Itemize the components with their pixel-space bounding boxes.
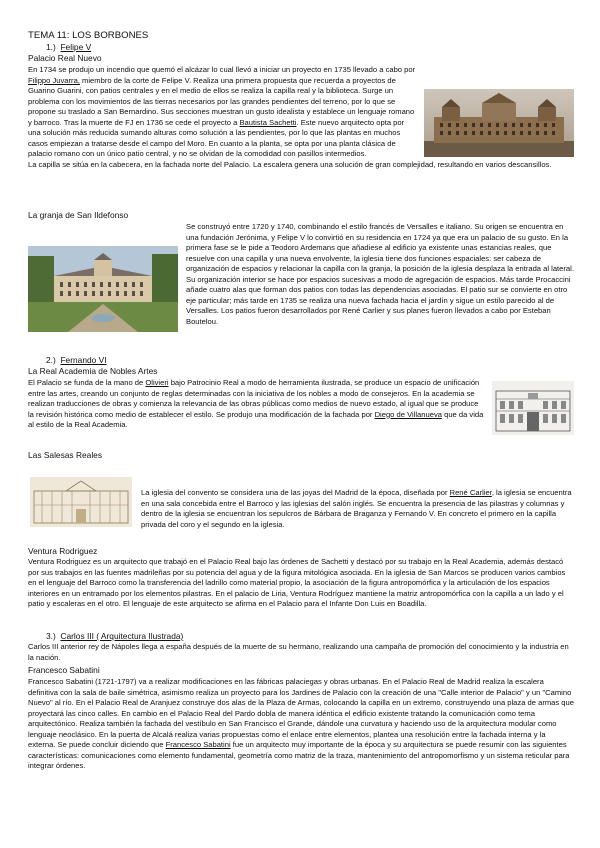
- subheading-sabatini: Francesco Sabatini: [28, 665, 100, 675]
- paragraph-carlos-intro: Carlos III anterior rey de Nápoles llega a españa después de la muerte de su hermano, realizando una campaña de promoción del conocimiento y la industria en la nación.: [28, 642, 569, 662]
- section-name-link[interactable]: Fernando VI: [60, 355, 107, 365]
- subheading-ventura: Ventura Rodriguez: [28, 546, 98, 556]
- text-run: La iglesia del convento se considera una de las joyas del Madrid de la época, diseñada por: [141, 488, 450, 497]
- section-name-link[interactable]: Felipe V: [60, 42, 92, 52]
- subheading-academia: La Real Academia de Nobles Artes: [28, 366, 158, 376]
- link-rene-carlier[interactable]: René Carlier: [449, 488, 492, 497]
- section-heading-fernando-vi: [46, 355, 107, 366]
- link-bautista-sachetti[interactable]: Bautista Sachetti: [239, 117, 297, 127]
- section-heading-carlos-iii: [46, 631, 183, 642]
- section-heading-felipe-v: [46, 42, 91, 53]
- text-run: Francesco Sabatini (1721-1797) va a realizar modificaciones en las fábricas palaciegas y obras urbanas. En el Palacio Real de Madrid realiza la escalera definitiva con la sala de baile simétrica, asimismo realiza un proyecto para los Jardines de Palacio con la creación de una "Calle interior de Palacio" y un "Camino Nuevo" al río. En el Palacio Real de Aranjuez construye dos alas de la Plaza de Armas, colocando la capilla en un extremo, construyendo una plaza de armas que proyectará las cinco calles. En cambio en el Palacio Real del Pardo dobla de manera idéntica el edificio existente tratando la comunicación como tema arquitectónico. Realiza también la fachada del vestíbulo en San Francisco el Grande, dándole una curvatura y haciendo uso de la arquitectura modular como lenguaje neoclásico. En la puerta de Alcalá realiza varias propuestas como el enlace entre elementos, plantea una resolución entre la fachada interna y la externa. Se puede concluir diciendo que: [28, 677, 574, 750]
- link-diego-de-villanueva[interactable]: Diego de Villanueva: [374, 409, 442, 419]
- palacio-model-image: [424, 89, 574, 157]
- salesas-drawing-image: [30, 477, 132, 527]
- link-filippo-juvarra[interactable]: Filippo Juvarra,: [28, 75, 80, 85]
- academia-facade-image: [492, 381, 574, 435]
- paragraph-ventura: Ventura Rodriguez es un arquitecto que trabajó en el Palacio Real bajo las órdenes de Sachetti y destacó por su trabajo en la Real Academia, además destacó por sus trabajos en las fuentes madrileñas por su potencia del agua y de la figura mitológica asociada. En la iglesia de San Marcos se producen varios cambios en el lenguaje del Barroco como la transferencia del ladrillo como material propio, la asociación de la figura antropomórfica y la articulación de los espacios interiores en un entramado por los elementos pilastras. En el palacio de Liria, Ventura Rodríguez mantiene la matriz antropomórfica con la capilla a un lado y el patio y escaleras en el otro. El lenguaje de este arquitecto se afirma en el Palacio para el Infante Don Luis en Boadilla.: [28, 557, 566, 609]
- paragraph-palacio-real: [28, 65, 574, 170]
- subheading-granja: La granja de San Ildefonso: [28, 210, 129, 220]
- text-run: En 1734 se produjo un incendio que quemó el alcázar lo cual llevó a iniciar un proyecto en 1735 llevado a cabo por: [28, 65, 416, 74]
- paragraph-salesas: [141, 488, 574, 530]
- page-title: TEMA 11: LOS BORBONES: [28, 30, 149, 41]
- text-run: El Palacio se funda de la mano de: [28, 378, 146, 387]
- text-run: que da vida al estilo de la Real Academia.: [28, 409, 484, 430]
- section-number: 2.): [46, 355, 56, 365]
- section-number: 1.): [46, 42, 56, 52]
- link-francesco-sabatini[interactable]: Francesco Sabatini: [165, 740, 231, 750]
- text-run: fue un arquitecto muy importante de la época y su arquitectura se puede resumir con las siguientes características: comunicaciones como elemento fundamental, geometría como matriz de la traza, mantenimiento del antropomorfismo y un sistema reticular para integrar órdenes.: [28, 740, 570, 771]
- text-run: miembro de la corte de Felipe V. Realiza una primera propuesta que recuerda a proyectos de Guarino Guarini, con patios centrales y en el medio de ellos se realiza la capilla real y la biblioteca. Surge un problema con los movimientos de las tierras necesarios por las grandes pendientes del terreno, por lo que se propone su traslado a San Bernardino. Sus secciones muestran un gusto idealista y establece un lenguaje romano y barroco. Tras la muerte de FJ en 1736 se cede el proyecto a: [28, 75, 415, 127]
- paragraph-capilla: La capilla se sitúa en la cabecera, en la fachada norte del Palacio. La escalera genera una solución de gran complejidad, resultando en varios descansillos.: [28, 159, 552, 169]
- text-run: . Este nuevo arquitecto opta por una solución más reducida sumando alturas como solución a las pendientes, por lo que las plantas en muchos casos empiezan a tratarse desde el campo del Moro. En cuanto a la planta, se opta por una planta clásica de palacio romano con un único patio central, y no se olvidan de la comodidad con pasillos intermedios.: [28, 117, 405, 159]
- paragraph-sabatini: [28, 677, 574, 772]
- subheading-palacio-real: Palacio Real Nuevo: [28, 53, 102, 63]
- granja-palace-image: [28, 246, 178, 332]
- link-olivieri[interactable]: Olivieri: [145, 378, 169, 387]
- subheading-salesas: Las Salesas Reales: [28, 450, 103, 460]
- text-run: bajo Patrocinio Real a modo de herramienta ilustrada, se produce un espacio de unificación entre las artes, creando un conjunto de reglas determinadas con la iniciativa de los nobles a modo de consejeros. En la academia se realizan traducciones de obras y comienza la relevancia de las obras públicas como medios de nuevo estado, al igual que se produce la revisión histórica como medio de establecer el estilo. Se produjo una modificación de la fachada por: [28, 378, 480, 419]
- section-number: 3.): [46, 631, 56, 641]
- paragraph-granja: [28, 222, 574, 334]
- section-name-link[interactable]: Carlos III ( Arquitectura Ilustrada): [60, 631, 184, 641]
- text-run: Se construyó entre 1720 y 1740, combinando el estilo francés de Versalles e italiano. Su origen se encuentra en una fundación Jerónima, y Felipe V lo convirtió en su residencia en 1724 ya que era un palacio de su gusto. En la primera fase se le pide a Teodoro Ardemans que añadiese al edificio ya existente unas estancias reales, que resuelve con una capilla y una nueva envolvente, la iglesia tiene dos funciones espaciales: ser cabeza de organización de espacios y relacionar la capilla con la granja, la posición de la iglesia desplaza la entrada al lateral. Su organización interior se hace por espacios sucesivas a modo de agregación de espacios. Más tarde Procaccini añade cuatro alas que forman dos patios con todas las dependencias asociadas. El patio sur se convierte en otro eje particular; más tarde en 1735 se realiza una nueva fachada hacia el jardín y sigue un estilo parecido al de Versalles. Los patios fueron desarrollados por René Carlier y sus planes fueron llevados a cabo por Esteban Boutelou.: [186, 222, 574, 326]
- text-run: , la iglesia se encuentra en una sala concebida entre el Barroco y las iglesias del salón inglés. Se encuentra la presencia de las pilastras y columnas y dentro de la iglesia se encuentran los sepulcros de Bárbara de Braganza y Fernando V. En concreto el primero en la capilla privada del coro y el segundo en la iglesia.: [141, 488, 572, 529]
- paragraph-academia: [28, 378, 574, 437]
